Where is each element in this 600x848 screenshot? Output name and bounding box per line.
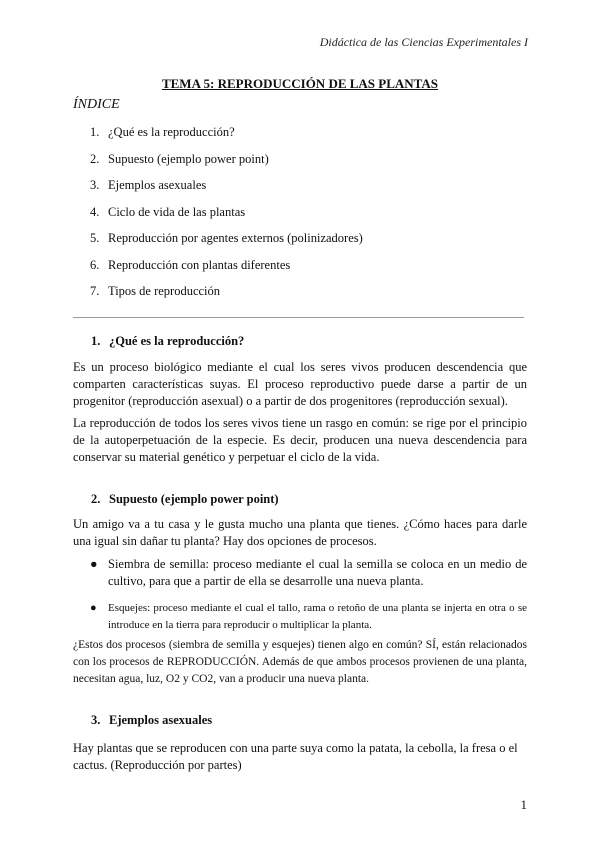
- section-2-question: ¿Estos dos procesos (siembra de semilla y esquejes) tienen algo en común? SÍ, están relacionados con los procesos de REPRODUCCIÓN. Además de que ambos procesos provienen de una planta, necesitan agua, luz, O2 y CO2, van a producir una nueva planta.: [73, 639, 527, 685]
- toc-item: 6. Reproducción con plantas diferentes: [90, 257, 291, 272]
- section-3-paragraph-1: Hay plantas que se reproducen con una parte suya como la patata, la cebolla, la fresa o el cactus. (Reproducción por partes): [73, 741, 518, 772]
- toc-item: 2. Supuesto (ejemplo power point): [90, 151, 269, 166]
- index-heading: ÍNDICE: [73, 97, 120, 112]
- section-2-bullet-list: [90, 556, 527, 634]
- table-of-contents: [90, 124, 363, 310]
- section-1-paragraph-2: La reproducción de todos los seres vivos tiene un rasgo en común: se rige por el principio de la autoperpetuación de la especie. Es decir, producen una nueva descendencia para conservar su material genético y perpetuar el ciclo de la vida.: [73, 416, 527, 464]
- bullet-icon: ●: [90, 602, 97, 614]
- toc-item: 5. Reproducción por agentes externos (polinizadores): [90, 231, 363, 245]
- section-3-heading: 3. Ejemplos asexuales: [91, 713, 213, 727]
- toc-item: 4. Ciclo de vida de las plantas: [90, 204, 246, 219]
- section-1-heading: 1. ¿Qué es la reproducción?: [91, 334, 245, 348]
- document-title: TEMA 5: REPRODUCCIÓN DE LAS PLANTAS: [161, 76, 439, 91]
- toc-item-text: Tipos de reproducción: [108, 284, 221, 298]
- running-header: Didáctica de las Ciencias Experimentales I: [319, 35, 528, 49]
- section-2-heading: 2. Supuesto (ejemplo power point): [91, 492, 279, 506]
- toc-item: 7. Tipos de reproducción: [90, 284, 221, 298]
- toc-item: 1. ¿Qué es la reproducción?: [90, 125, 235, 139]
- toc-item-text: Supuesto (ejemplo power point): [108, 151, 269, 166]
- toc-item: 3. Ejemplos asexuales: [90, 178, 207, 192]
- section-2-intro: Un amigo va a tu casa y le gusta mucho una planta que tienes. ¿Cómo haces para darle una igual sin dañar tu planta? Hay dos opciones de procesos.: [73, 517, 527, 548]
- toc-item-text: ¿Qué es la reproducción?: [108, 125, 235, 139]
- bullet-item: ● Esquejes: proceso mediante el cual el tallo, rama o retoño de una planta se injerta en otra o se introduce en la tierra para reproducir o multiplicar la planta.: [90, 602, 527, 631]
- horizontal-divider: [73, 317, 524, 318]
- page-number: 1: [520, 797, 527, 812]
- toc-item-text: Ciclo de vida de las plantas: [108, 204, 246, 219]
- section-1-paragraph-1: Es un proceso biológico mediante el cual los seres vivos producen descendencia que comparten características suyas. El proceso reproductivo puede darse a partir de un progenitor (reproducción asexual) o a partir de dos progenitores (reproducción sexual).: [73, 360, 527, 408]
- toc-item-text: Ejemplos asexuales: [108, 178, 207, 192]
- bullet-item: ● Siembra de semilla: proceso mediante el cual la semilla se coloca en un medio de cultivo, para que a partir de ella se desarrolle una nueva planta.: [90, 557, 527, 588]
- bullet-icon: ●: [90, 557, 98, 571]
- toc-item-text: Reproducción por agentes externos (polinizadores): [108, 231, 363, 245]
- toc-item-text: Reproducción con plantas diferentes: [108, 257, 291, 272]
